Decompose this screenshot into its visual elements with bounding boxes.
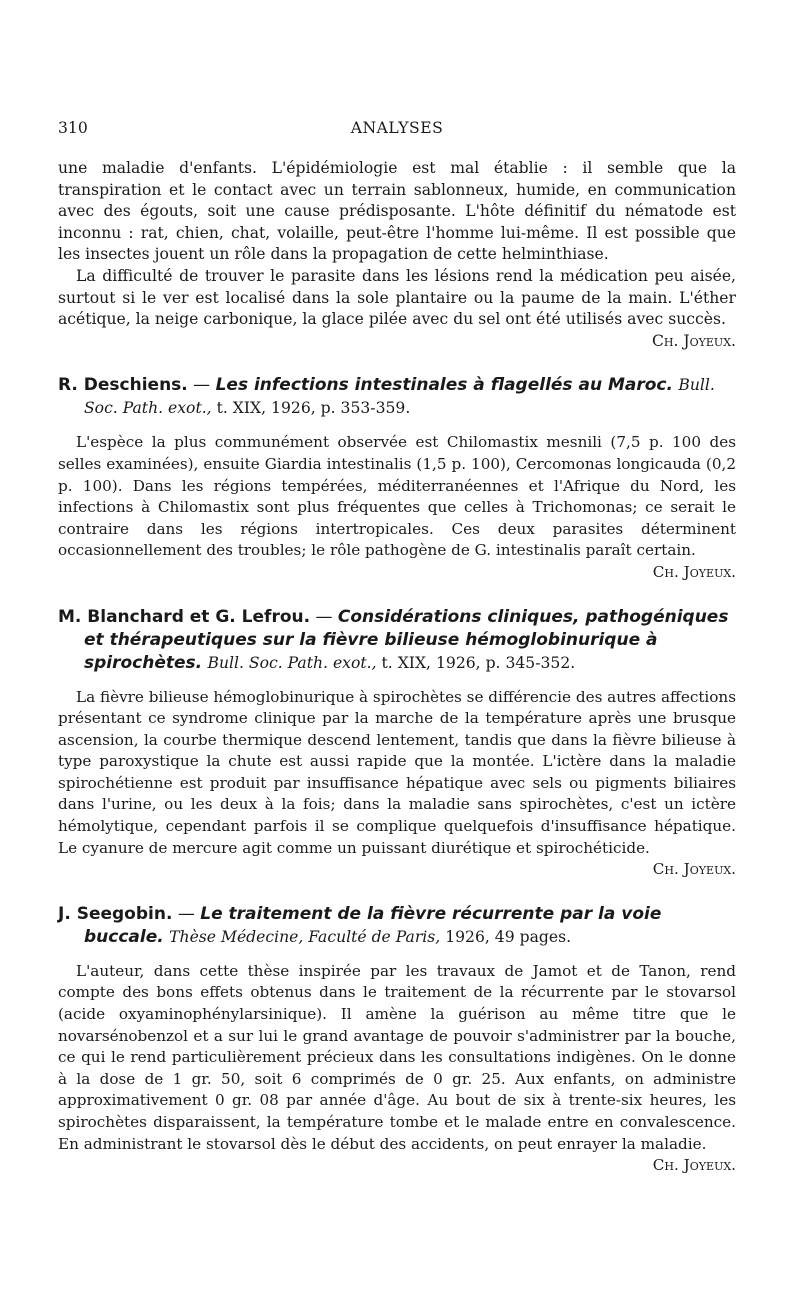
signature: Ch. Joyeux.: [652, 562, 736, 581]
review-body: [58, 961, 736, 1177]
review-author: J. Seegobin.: [58, 903, 173, 924]
review-heading: R. Deschiens. — Les infections intestinales à flagellés au Maroc. Bull. Soc. Path. exot., t. XIX, 1926, p. 353-359.: [58, 375, 715, 418]
review-paragraph: [58, 432, 736, 581]
review-author: M. Blanchard et G. Lefrou.: [58, 606, 311, 627]
signature: Ch. Joyeux.: [652, 1156, 736, 1175]
review-source: [169, 928, 571, 946]
review-source-journal: Thèse Médecine, Faculté de Paris,: [169, 927, 441, 946]
page-number: 310: [58, 119, 88, 137]
intro-paragraph-2: [58, 266, 736, 350]
review-entry: [58, 606, 736, 881]
review-body: [58, 687, 736, 881]
review-paragraph: [58, 687, 737, 879]
review-paragraph-text: La fièvre bilieuse hémoglobinurique à spirochètes se différencie des autres affections présentant ce syndrome clinique par la marche de la température après une brusque ascension, la courbe thermique descend lentement, tandis que dans la fièvre bilieuse à type paroxystique la chute est aussi rapide que la montée. L'ictère dans la maladie spirochétienne est produit par insuffisance hépatique avec sels ou pigments biliaires dans l'urine, ou les deux à la fois; dans la maladie sans spirochètes, c'est un ictère hémolytique, cependant parfois il se complique quelquefois d'insuffisance hépatique. Le cyanure de mercure agit comme un puissant diurétique et spirochéticide.: [58, 687, 737, 857]
review-body: [58, 432, 736, 583]
running-head: [58, 118, 736, 158]
intro-paragraph-1: une maladie d'enfants. L'épidémiologie est mal établie : il semble que la transpiration et le contact avec un terrain sablonneux, humide, en communication avec des égouts, soit une cause prédisposante. L'hôte définitif du nématode est inconnu : rat, chien, chat, volaille, peut-être l'homme lui-même. Il est possible que les insectes jouent un rôle dans la propagation de cette helminthiase.: [58, 159, 736, 264]
review-heading: J. Seegobin. — Le traitement de la fièvre récurrente par la voie buccale. Thèse Médecine, Faculté de Paris, 1926, 49 pages.: [58, 903, 662, 947]
review-author: R. Deschiens.: [58, 375, 188, 396]
review-source-journal: Bull. Soc. Path. exot.,: [207, 653, 377, 672]
review-entry: [58, 903, 736, 1177]
review-source-details: t. XIX, 1926, p. 353-359.: [216, 399, 411, 418]
signature: Ch. Joyeux.: [651, 331, 736, 350]
review-paragraph-text: L'auteur, dans cette thèse inspirée par les travaux de Jamot et de Tanon, rend compte des bons effets obtenus dans le traitement de la récurrente par le stovarsol (acide oxyaminophénylarsinique). Il amène la guérison au même titre que le novarsénobenzol et a sur lui le grand avantage de pouvoir s'administrer par la bouche, ce qui le rend particulièrement précieux dans les consultations indigènes. On le donne à la dose de 1 gr. 50, soit 6 comprimés de 0 gr. 25. Aux enfants, on administre approximativement 0 gr. 08 par année d'âge. Au bout de six à trente-six heures, les spirochètes disparaissent, la température tombe et le malade entre en convalescence. En administrant le stovarsol dès le début des accidents, on peut enrayer la maladie.: [58, 961, 736, 1153]
review-title: Le traitement de la fièvre récurrente par la voie buccale.: [84, 903, 662, 947]
review-title: Considérations cliniques, pathogéniques et thérapeutiques sur la fièvre bilieuse hémoglobinurique à spirochètes.: [84, 606, 729, 673]
review-title: Les infections intestinales à flagellés au Maroc.: [215, 375, 673, 396]
running-title: ANALYSES: [350, 119, 444, 137]
review-source-journal: Bull. Soc. Path. exot.,: [84, 376, 715, 418]
review-entry: [58, 374, 736, 583]
intro-paragraph-2-text: La difficulté de trouver le parasite dans les lésions rend la médication peu aisée, surtout si le ver est localisé dans la sole plantaire ou la paume de la main. L'éther acétique, la neige carbonique, la glace pilée avec du sel ont été utilisés avec succès.: [58, 266, 736, 329]
intro-section: [58, 158, 736, 352]
review-source-details: 1926, 49 pages.: [445, 927, 572, 946]
review-paragraph-text: L'espèce la plus communément observée est Chilomastix mesnili (7,5 p. 100 des selles examinées), ensuite Giardia intestinalis (1,5 p. 100), Cercomonas longicauda (0,2 p. 100). Dans les régions tempérées, méditerranéennes et l'Afrique du Nord, les infections à Chilomastix sont plus fréquentes que celles à Trichomonas; ce serait le contraire dans les régions intertropicales. Ces deux parasites déterminent occasionnellement des troubles; le rôle pathogène de G. intestinalis paraît certain.: [58, 433, 736, 560]
review-heading: M. Blanchard et G. Lefrou. — Considérations cliniques, pathogéniques et thérapeutiques sur la fièvre bilieuse hémoglobinurique à spirochètes. Bull. Soc. Path. exot., t. XIX, 1926, p. 345-352.: [58, 606, 729, 673]
review-paragraph: [58, 961, 736, 1175]
review-source-details: t. XIX, 1926, p. 345-352.: [381, 653, 576, 672]
journal-page: [58, 118, 736, 1177]
signature: Ch. Joyeux.: [652, 860, 736, 879]
review-source: [208, 654, 576, 672]
